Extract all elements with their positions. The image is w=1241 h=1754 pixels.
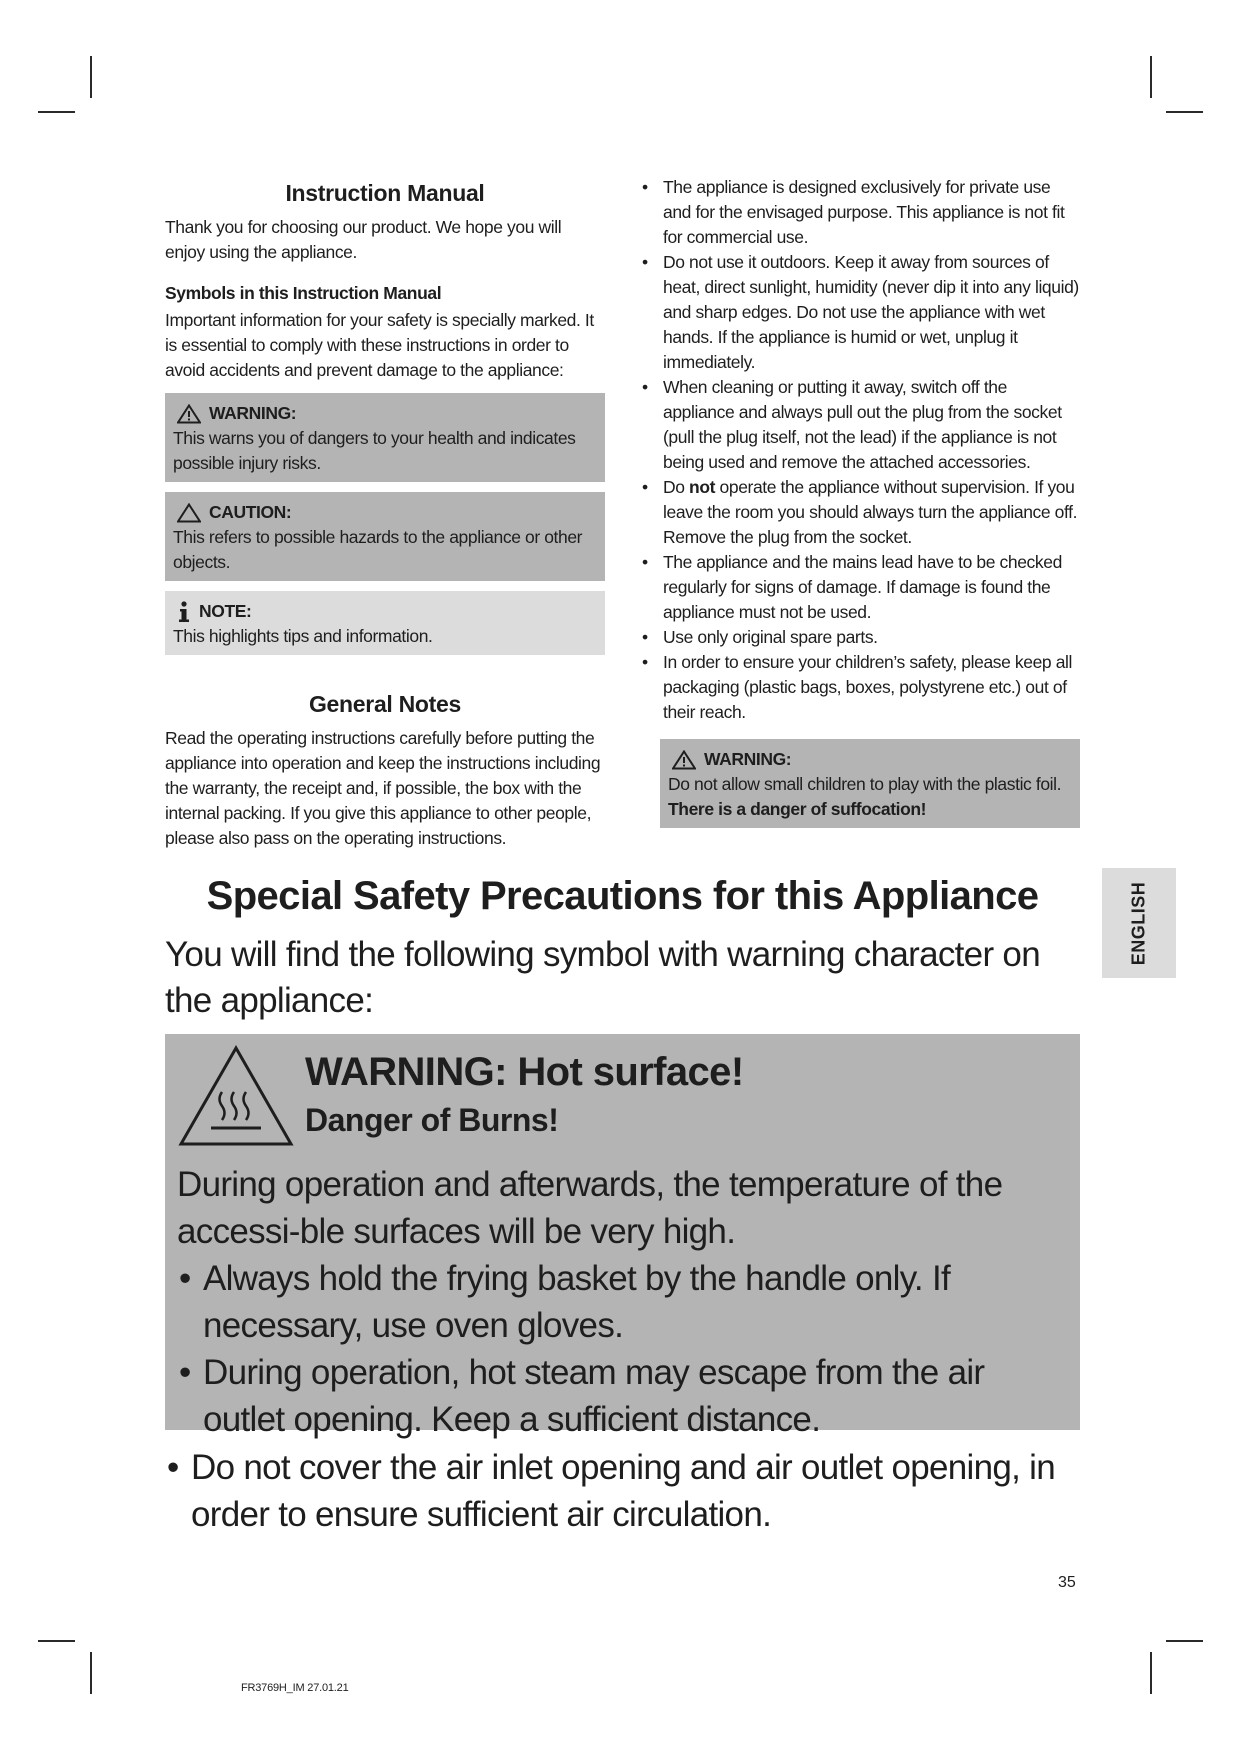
list-item: • When cleaning or putting it away, switch off the appliance and always pull out the plug from the socket (pull the plug itself, not the lead) if the appliance is not being used and remove the attached accessories.: [640, 375, 1080, 475]
hot-surface-header: [177, 1044, 1068, 1153]
crop-mark: [1150, 1652, 1152, 1694]
bullet-text-bold: not: [689, 477, 716, 497]
warning-box: [165, 393, 605, 482]
special-safety-intro: You will find the following symbol with warning character on the appliance:: [165, 935, 1040, 1020]
left-column: [165, 180, 605, 851]
crop-mark: [1166, 1640, 1203, 1642]
list-item: • In order to ensure your children’s safety, please keep all packaging (plastic bags, boxes, polystyrene etc.) out of their reach.: [640, 650, 1080, 725]
warning-box-header: [173, 401, 597, 426]
hot-surface-text: During operation and afterwards, the temperature of the accessi-ble surfaces will be very high.: [177, 1165, 1003, 1251]
list-item: • Use only original spare parts.: [640, 625, 1080, 650]
safety-bullets: [640, 175, 1080, 725]
crop-mark: [90, 56, 92, 98]
hot-surface-bullets: [177, 1255, 1068, 1443]
special-safety-title: Special Safety Precautions for this Appliance: [206, 874, 1039, 918]
general-notes-text: Read the operating instructions carefully before putting the appliance into operation and keep the instructions including the warranty, the receipt and, if possible, the box with the internal packing. If you give this appliance to other people, please also pass on the operating instructions.: [165, 728, 601, 848]
warning-label: WARNING:: [704, 749, 792, 769]
crop-mark: [1166, 111, 1203, 113]
list-item: • Do not cover the air inlet opening and air outlet opening, in order to ensure sufficient air circulation.: [165, 1444, 1080, 1538]
right-column: [640, 177, 1080, 828]
crop-mark: [1150, 56, 1152, 98]
footer-code: FR3769H_IM 27.01.21: [241, 1682, 349, 1694]
language-label: ENGLISH: [1128, 881, 1149, 965]
hot-surface-titles: [305, 1044, 744, 1142]
warning-text: Do not allow small children to play with the plastic foil.: [668, 774, 1062, 794]
bullet-text-start: Do: [663, 477, 690, 497]
air-circulation-bullet: [165, 1444, 1080, 1538]
list-item: • The appliance and the mains lead have to be checked regularly for signs of damage. If damage is found the appliance must not be used.: [640, 550, 1080, 625]
note-label: NOTE:: [199, 601, 252, 621]
symbols-heading: Symbols in this Instruction Manual: [165, 283, 442, 303]
crop-mark: [38, 111, 75, 113]
hot-surface-title: WARNING: Hot surface!: [305, 1050, 744, 1094]
list-item: • Do not use it outdoors. Keep it away from sources of heat, direct sunlight, humidity (never dip it into any liquid) and sharp edges. Do not use the appliance with wet hands. If the appliance is humid or wet, unplug it immediately.: [640, 250, 1080, 375]
intro-text: Thank you for choosing our product. We hope you will enjoy using the appliance.: [165, 217, 562, 262]
warning-bold-text: There is a danger of suffocation!: [668, 799, 927, 819]
hot-surface-warning-box: [165, 1034, 1080, 1439]
note-box-header: [173, 599, 597, 624]
warning-label: WARNING:: [209, 403, 297, 423]
instruction-manual-title: Instruction Manual: [285, 180, 485, 206]
suffocation-warning-box: [660, 739, 1080, 828]
caution-box-header: [173, 500, 597, 525]
info-icon: [177, 601, 191, 623]
note-text: This highlights tips and information.: [173, 626, 433, 646]
list-item: • The appliance is designed exclusively for private use and for the envisaged purpose. This appliance is not fit for commercial use.: [640, 175, 1080, 250]
crop-mark: [38, 1640, 75, 1642]
list-item: [640, 475, 1080, 550]
list-item: • During operation, hot steam may escape from the air outlet opening. Keep a sufficient distance.: [177, 1349, 1068, 1443]
warning-box-header: [668, 747, 1072, 772]
warning-text: This warns you of dangers to your health and indicates possible injury risks.: [173, 428, 576, 473]
caution-box: [165, 492, 605, 581]
hot-surface-icon: [177, 1044, 295, 1153]
symbols-text: Important information for your safety is specially marked. It is essential to comply with these instructions in order to avoid accidents and prevent damage to the appliance:: [165, 310, 594, 380]
warning-triangle-icon: [177, 404, 201, 424]
caution-triangle-icon: [177, 503, 201, 523]
general-notes-title: General Notes: [308, 691, 462, 717]
bullet-text-end: operate the appliance without supervision. If you leave the room you should always turn the appliance off. Remove the plug from the socket.: [663, 477, 1078, 547]
warning-triangle-icon: [672, 750, 696, 770]
note-box: [165, 591, 605, 655]
list-item: • Always hold the frying basket by the handle only. If necessary, use oven gloves.: [177, 1255, 1068, 1349]
caution-label: CAUTION:: [209, 502, 292, 522]
page-number: 35: [1058, 1574, 1076, 1591]
hot-surface-subtitle: Danger of Burns!: [305, 1102, 559, 1138]
crop-mark: [90, 1652, 92, 1694]
caution-text: This refers to possible hazards to the appliance or other objects.: [173, 527, 583, 572]
language-tab: [1102, 868, 1176, 978]
